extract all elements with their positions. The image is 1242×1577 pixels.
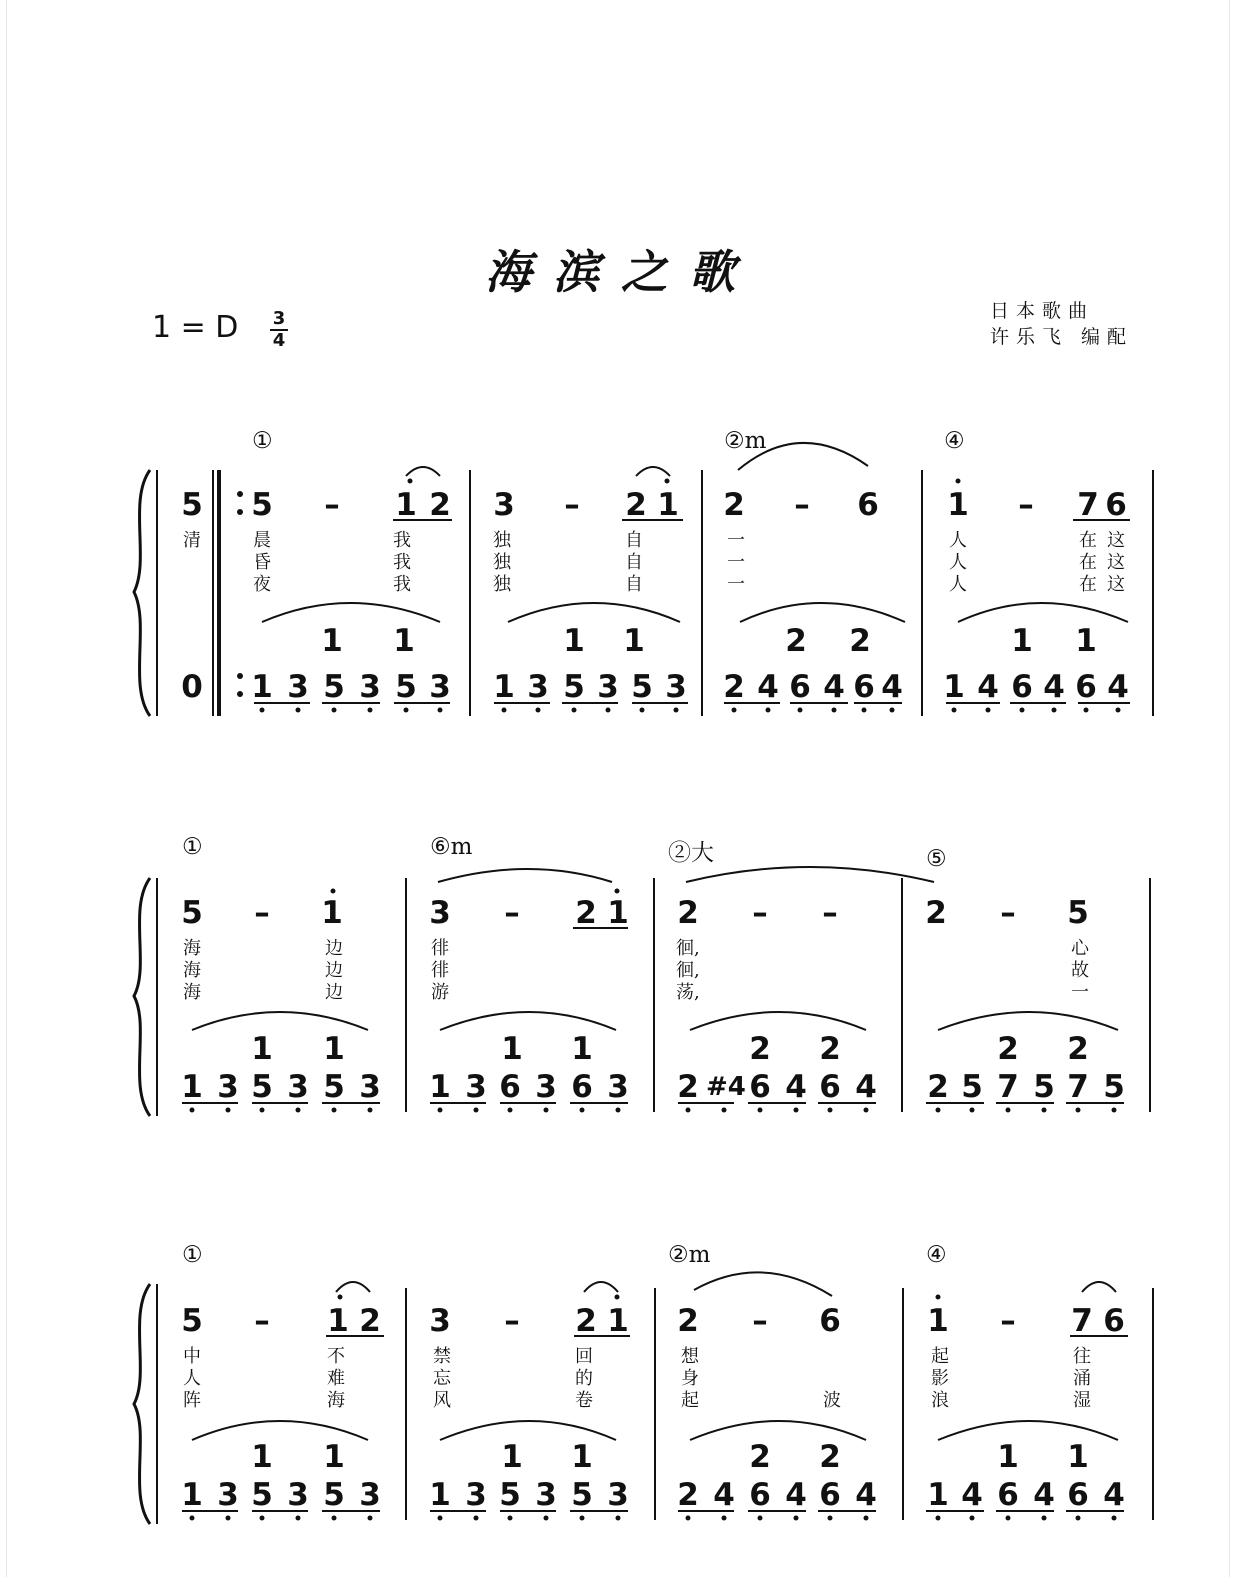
bass-note: 3 xyxy=(465,1477,487,1513)
lyric: 的 xyxy=(575,1368,593,1389)
bass-note: 2 xyxy=(677,1069,699,1105)
lyric: 边 xyxy=(325,938,343,959)
melody-note: 1 xyxy=(327,1303,349,1339)
melody-note: 7 xyxy=(1077,487,1099,523)
lyric: 忘 xyxy=(433,1368,451,1389)
melody-note: 3 xyxy=(429,1303,451,1339)
lyric: 清 xyxy=(183,530,201,551)
lyric: 人 xyxy=(183,1368,201,1389)
bass-note: 3 xyxy=(607,1069,629,1105)
lyric: 海 xyxy=(183,982,201,1003)
lyric: 起 xyxy=(681,1390,699,1411)
bass-note: 3 xyxy=(287,669,309,705)
lyric: 涌 xyxy=(1073,1368,1091,1389)
lyric: 自 xyxy=(625,530,643,551)
lyric: 卷 xyxy=(575,1390,593,1411)
melody-dash: – xyxy=(564,487,580,523)
bass-note: 3 xyxy=(535,1477,557,1513)
lyric: 想 xyxy=(681,1346,699,1367)
lyric: 我 xyxy=(393,530,411,551)
upper-note: 2 xyxy=(749,1031,771,1067)
bass-note: 5 xyxy=(395,669,417,705)
lyric: 独 xyxy=(493,552,511,573)
upper-note: 2 xyxy=(1067,1031,1089,1067)
lyric: 边 xyxy=(325,960,343,981)
lyric: 这 xyxy=(1107,574,1125,595)
time-signature-bottom: 4 xyxy=(272,330,286,351)
lyric: 一 xyxy=(1071,982,1089,1003)
upper-note: 1 xyxy=(997,1439,1019,1475)
chord-mark: ① xyxy=(252,428,273,454)
lyric: 晨 xyxy=(253,530,271,551)
chord-mark: ⑤ xyxy=(926,846,947,872)
melody-note: 2 xyxy=(575,895,597,931)
lyric: 海 xyxy=(183,938,201,959)
chord-mark: ②m xyxy=(668,1242,711,1268)
lyric: 难 xyxy=(327,1368,345,1389)
melody-dash: – xyxy=(504,1303,520,1339)
lyric: 徊, xyxy=(676,960,700,981)
bass-note: 2 xyxy=(677,1477,699,1513)
bass-note: 3 xyxy=(287,1069,309,1105)
bass-note: 3 xyxy=(465,1069,487,1105)
lyric: 徘 xyxy=(431,960,449,981)
upper-note: 1 xyxy=(251,1439,273,1475)
melody-note: 2 xyxy=(625,487,647,523)
melody-dash: – xyxy=(822,895,838,931)
melody-note: 2 xyxy=(677,895,699,931)
bass-note: 4 xyxy=(757,669,779,705)
bass-note: 3 xyxy=(217,1477,239,1513)
bass-note: 4 xyxy=(1103,1477,1125,1513)
chord-mark: ⑥m xyxy=(430,834,473,860)
bass-note: 3 xyxy=(597,669,619,705)
bass-note: 5 xyxy=(251,1069,273,1105)
bass-note: 2 xyxy=(927,1069,949,1105)
lyric: 这 xyxy=(1107,552,1125,573)
bass-note: 4 xyxy=(977,669,999,705)
bass-note: 4 xyxy=(1107,669,1129,705)
lyric: 在 xyxy=(1079,552,1097,573)
bass-note: 3 xyxy=(359,1069,381,1105)
upper-note: 1 xyxy=(571,1031,593,1067)
melody-dash: – xyxy=(1000,895,1016,931)
chord-mark: ④ xyxy=(944,428,965,454)
time-signature-top: 3 xyxy=(272,308,286,329)
lyric: 浪 xyxy=(931,1390,949,1411)
bass-note: 6 xyxy=(499,1069,521,1105)
bass-note: 6 xyxy=(1067,1477,1089,1513)
song-title: 海滨之歌 xyxy=(485,245,757,299)
lyric: 身 xyxy=(681,1368,699,1389)
upper-note: 1 xyxy=(1011,623,1033,659)
bass-note: 5 xyxy=(323,1477,345,1513)
composer-credit: 日本歌曲 xyxy=(990,300,1095,322)
melody-note: 3 xyxy=(493,487,515,523)
bass-note: 7 xyxy=(1067,1069,1089,1105)
melody-note: 5 xyxy=(251,487,273,523)
bass-note: 4 xyxy=(713,1477,735,1513)
bass-note: 5 xyxy=(323,1069,345,1105)
bass-note: 4 xyxy=(855,1069,877,1105)
upper-note: 1 xyxy=(251,1031,273,1067)
chord-mark: ②m xyxy=(724,428,767,454)
lyric: 风 xyxy=(433,1390,451,1411)
bass-note: 3 xyxy=(535,1069,557,1105)
melody-note: 2 xyxy=(575,1303,597,1339)
lyric: 一 xyxy=(727,530,745,551)
lyric: 禁 xyxy=(433,1346,451,1367)
melody-note: 5 xyxy=(181,895,203,931)
bass-note: 4 xyxy=(1043,669,1065,705)
bass-note: 1 xyxy=(943,669,965,705)
lyric: 中 xyxy=(183,1346,201,1367)
lyric: 我 xyxy=(393,574,411,595)
melody-note: 1 xyxy=(395,487,417,523)
melody-note: 2 xyxy=(723,487,745,523)
lyric: 起 xyxy=(931,1346,949,1367)
key-signature: 1 = D xyxy=(152,310,239,345)
melody-note: 1 xyxy=(947,487,969,523)
bass-note: 1 xyxy=(181,1069,203,1105)
bass-note: 4 xyxy=(855,1477,877,1513)
bass-note: 5 xyxy=(631,669,653,705)
bass-note: 5 xyxy=(251,1477,273,1513)
lyric: 边 xyxy=(325,982,343,1003)
bass-note: 3 xyxy=(429,669,451,705)
bass-note: 3 xyxy=(359,669,381,705)
bass-note: 3 xyxy=(665,669,687,705)
upper-note: 1 xyxy=(1075,623,1097,659)
lyric: 我 xyxy=(393,552,411,573)
lyric: 自 xyxy=(625,552,643,573)
bass-note: 6 xyxy=(1011,669,1033,705)
lyric: 阵 xyxy=(183,1390,201,1411)
melody-dash: – xyxy=(1018,487,1034,523)
lyric: 一 xyxy=(727,574,745,595)
bass-note: 4 xyxy=(881,669,903,705)
bass-note: 4 xyxy=(823,669,845,705)
upper-note: 1 xyxy=(563,623,585,659)
upper-note: 2 xyxy=(785,623,807,659)
melody-dash: – xyxy=(1000,1303,1016,1339)
melody-note: 1 xyxy=(607,1303,629,1339)
bass-note: 3 xyxy=(527,669,549,705)
melody-note: 5 xyxy=(181,1303,203,1339)
bass-note: 6 xyxy=(749,1069,771,1105)
chord-mark: ① xyxy=(182,834,203,860)
chord-mark: ① xyxy=(182,1242,203,1268)
lyric: 波 xyxy=(823,1390,841,1411)
upper-note: 2 xyxy=(819,1031,841,1067)
lyric: 在 xyxy=(1079,530,1097,551)
melody-dash: – xyxy=(504,895,520,931)
lyric: 海 xyxy=(183,960,201,981)
bass-note: 5 xyxy=(563,669,585,705)
melody-note: 5 xyxy=(1067,895,1089,931)
bass-note: 3 xyxy=(287,1477,309,1513)
bass-note: 6 xyxy=(1075,669,1097,705)
lyric: 游 xyxy=(431,982,449,1003)
melody-note: 6 xyxy=(1105,487,1127,523)
melody-dash: – xyxy=(324,487,340,523)
melody-dash: – xyxy=(254,1303,270,1339)
bass-note: 1 xyxy=(429,1477,451,1513)
melody-note: 2 xyxy=(925,895,947,931)
bass-note: 1 xyxy=(429,1069,451,1105)
lyric: 在 xyxy=(1079,574,1097,595)
lyric: 回 xyxy=(575,1346,593,1367)
bass-note: 5 xyxy=(1103,1069,1125,1105)
lyric: 一 xyxy=(727,552,745,573)
bass-note: 6 xyxy=(749,1477,771,1513)
pickup-note: 5 xyxy=(181,487,203,523)
melody-note: 2 xyxy=(429,487,451,523)
upper-note: 1 xyxy=(1067,1439,1089,1475)
bass-note: 5 xyxy=(1033,1069,1055,1105)
upper-note: 2 xyxy=(819,1439,841,1475)
melody-dash: – xyxy=(752,895,768,931)
bass-note: 1 xyxy=(927,1477,949,1513)
lyric: 心 xyxy=(1071,938,1089,959)
melody-note: 3 xyxy=(429,895,451,931)
bass-note: 1 xyxy=(251,669,273,705)
upper-note: 2 xyxy=(997,1031,1019,1067)
bass-note: 6 xyxy=(997,1477,1019,1513)
bass-note-sharp: #4 xyxy=(706,1072,746,1102)
bass-note: 5 xyxy=(499,1477,521,1513)
upper-note: 2 xyxy=(849,623,871,659)
melody-note: 7 xyxy=(1071,1303,1093,1339)
bass-note: 4 xyxy=(785,1069,807,1105)
bass-note: 4 xyxy=(785,1477,807,1513)
lyric: 徊, xyxy=(676,938,700,959)
bass-note: 5 xyxy=(323,669,345,705)
chord-mark: ②大 xyxy=(668,840,714,866)
melody-note: 6 xyxy=(1103,1303,1125,1339)
upper-note: 1 xyxy=(321,623,343,659)
bass-note: 5 xyxy=(571,1477,593,1513)
melody-note: 1 xyxy=(657,487,679,523)
lyric: 故 xyxy=(1071,960,1089,981)
lyric: 影 xyxy=(931,1368,949,1389)
melody-note: 2 xyxy=(677,1303,699,1339)
bass-note: 1 xyxy=(493,669,515,705)
bass-note: 6 xyxy=(789,669,811,705)
upper-note: 1 xyxy=(501,1439,523,1475)
bass-note: 3 xyxy=(217,1069,239,1105)
melody-note: 1 xyxy=(607,895,629,931)
bass-note: 4 xyxy=(961,1477,983,1513)
bass-note: 6 xyxy=(853,669,875,705)
melody-note: 6 xyxy=(819,1303,841,1339)
bass-note: 5 xyxy=(961,1069,983,1105)
lyric: 人 xyxy=(949,530,967,551)
melody-dash: – xyxy=(794,487,810,523)
melody-note: 6 xyxy=(857,487,879,523)
lyric: 独 xyxy=(493,574,511,595)
bass-note: 6 xyxy=(819,1477,841,1513)
melody-dash: – xyxy=(752,1303,768,1339)
bass-note: 3 xyxy=(359,1477,381,1513)
bass-note: 1 xyxy=(181,1477,203,1513)
upper-note: 2 xyxy=(749,1439,771,1475)
bass-note: 2 xyxy=(723,669,745,705)
lyric: 湿 xyxy=(1073,1390,1091,1411)
arranger-credit: 许乐飞 编配 xyxy=(990,326,1134,348)
bass-note: 6 xyxy=(571,1069,593,1105)
chord-mark: ④ xyxy=(926,1242,947,1268)
bass-note: 7 xyxy=(997,1069,1019,1105)
lyric: 夜 xyxy=(253,574,271,595)
lyric: 人 xyxy=(949,552,967,573)
lyric: 荡, xyxy=(676,982,700,1003)
upper-note: 1 xyxy=(571,1439,593,1475)
melody-dash: – xyxy=(254,895,270,931)
lyric: 不 xyxy=(327,1346,345,1367)
lyric: 昏 xyxy=(253,552,271,573)
bass-note: 4 xyxy=(1033,1477,1055,1513)
lyric: 往 xyxy=(1073,1346,1091,1367)
lyric: 海 xyxy=(327,1390,345,1411)
lyric: 徘 xyxy=(431,938,449,959)
lyric: 自 xyxy=(625,574,643,595)
melody-note: 1 xyxy=(927,1303,949,1339)
upper-note: 1 xyxy=(501,1031,523,1067)
pickup-bass: 0 xyxy=(181,669,203,705)
upper-note: 1 xyxy=(323,1439,345,1475)
upper-note: 1 xyxy=(323,1031,345,1067)
bass-note: 3 xyxy=(607,1477,629,1513)
bass-note: 6 xyxy=(819,1069,841,1105)
lyric: 人 xyxy=(949,574,967,595)
upper-note: 1 xyxy=(393,623,415,659)
melody-note: 1 xyxy=(321,895,343,931)
lyric: 这 xyxy=(1107,530,1125,551)
melody-note: 2 xyxy=(359,1303,381,1339)
upper-note: 1 xyxy=(623,623,645,659)
lyric: 独 xyxy=(493,530,511,551)
